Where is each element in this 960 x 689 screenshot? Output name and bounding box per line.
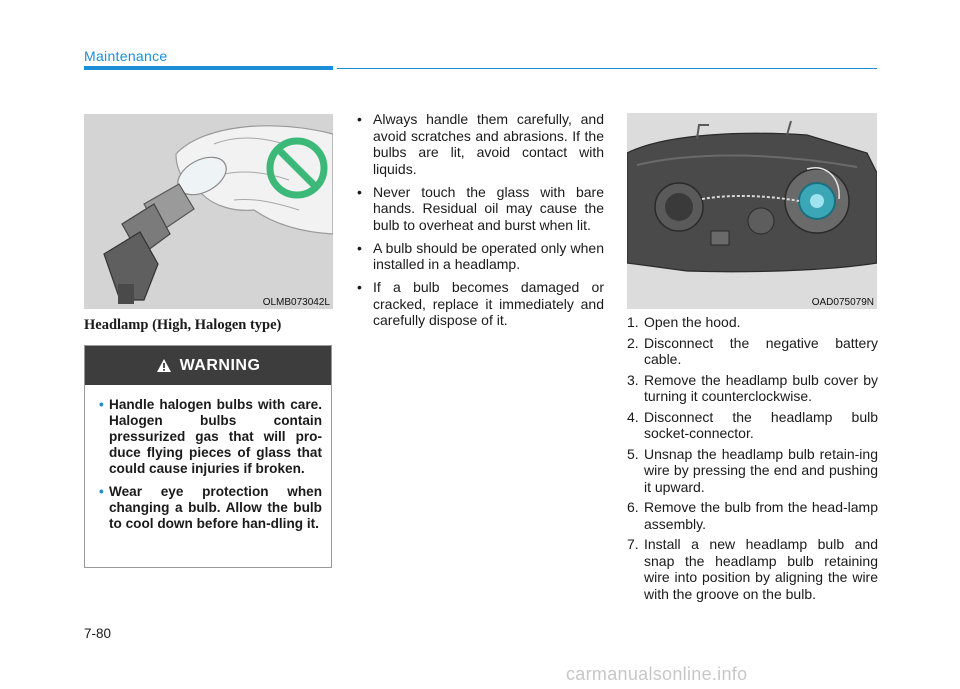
halogen-bulb-figure (84, 114, 333, 309)
bullet-icon: • (357, 183, 362, 200)
step-item: 6. Remove the bulb from the head-lamp assembly. (627, 499, 878, 532)
bullet-icon: • (99, 484, 104, 499)
header-bar (84, 66, 333, 70)
precaution-item: • Never touch the glass with bare hands. Residual oil may cause the bulb to overheat and burst when lit. (357, 183, 604, 233)
step-item: 3. Remove the headlamp bulb cover by turning it counterclockwise. (627, 371, 878, 404)
page-number: 7-80 (84, 626, 112, 641)
figure-code: OAD075079N (811, 297, 874, 308)
precautions-list (355, 111, 604, 329)
warning-box (84, 345, 332, 568)
precaution-item: • Always handle them carefully, and avoid scratches and abrasions. If the bulbs are lit, avoid contact with liquids. (357, 111, 604, 177)
watermark: carmanualsonline.info (566, 664, 748, 684)
step-item: 1. Open the hood. (627, 314, 741, 330)
warning-item: • Wear eye protection when changing a bulb. Allow the bulb to cool down before han-dling it. (99, 484, 322, 531)
precaution-item: • A bulb should be operated only when installed in a headlamp. (357, 239, 604, 272)
headlamp-assembly-illustration (627, 113, 877, 309)
header-rule (337, 68, 877, 69)
bullet-icon: • (99, 397, 104, 412)
steps-column (627, 314, 878, 606)
warning-list (85, 385, 331, 532)
step-item: 4. Disconnect the headlamp bulb socket-connector. (627, 408, 878, 441)
precaution-item: • If a bulb becomes damaged or cracked, replace it immediately and carefully dispose of it. (357, 279, 604, 328)
warning-triangle-icon (156, 358, 172, 373)
step-item: 5. Unsnap the headlamp bulb retain-ing wire by pressing the end and pushing it upward. (627, 445, 878, 495)
step-item: 2. Disconnect the negative battery cable. (627, 334, 878, 367)
section-title: Maintenance (84, 48, 168, 64)
bullet-icon: • (357, 239, 362, 256)
precautions-column (355, 111, 604, 335)
bullet-icon: • (357, 111, 362, 127)
headlamp-assembly-figure (627, 113, 877, 309)
bullet-icon: • (357, 279, 362, 295)
figure-code: OLMB073042L (262, 297, 330, 308)
hand-holding-bulb-illustration (84, 114, 333, 309)
warning-header (85, 346, 331, 385)
warning-item: • Handle halogen bulbs with care. Halogen bulbs contain pressurized gas that will pro-duce flying pieces of glass that could cause injuries if broken. (99, 397, 322, 476)
steps-list (627, 314, 878, 602)
section-heading: Headlamp (High, Halogen type) (84, 317, 282, 333)
warning-title: WARNING (179, 356, 261, 374)
step-item: 7. Install a new headlamp bulb and snap the headlamp bulb retaining wire into position by aligning the wire with the groove on the bulb. (627, 536, 878, 602)
